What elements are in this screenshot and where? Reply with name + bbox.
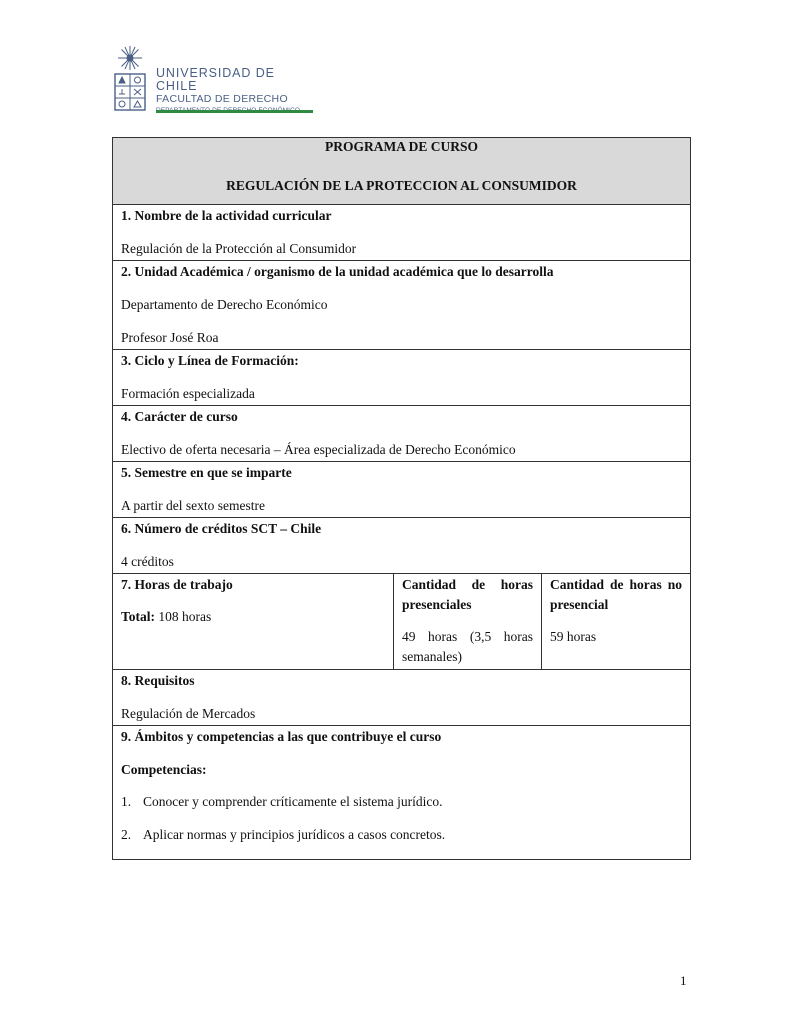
section-8 bbox=[113, 670, 691, 726]
section-1-title: 1. Nombre de la actividad curricular bbox=[121, 208, 332, 223]
section-3-value: Formación especializada bbox=[121, 386, 255, 401]
header-cell bbox=[113, 138, 691, 205]
section-2-value: Departamento de Derecho Económico bbox=[121, 297, 328, 312]
page-number: 1 bbox=[680, 973, 687, 988]
section-8-row bbox=[113, 670, 691, 726]
total-hours-value: 108 horas bbox=[158, 609, 212, 624]
competencias-list bbox=[121, 793, 682, 844]
list-item-text: Conocer y comprender críticamente el sistema jurídico. bbox=[143, 794, 443, 809]
section-8-title: 8. Requisitos bbox=[121, 673, 195, 688]
competencias-subtitle: Competencias: bbox=[121, 762, 207, 777]
section-1 bbox=[113, 205, 691, 261]
list-item bbox=[121, 826, 682, 844]
section-6-title: 6. Número de créditos SCT – Chile bbox=[121, 521, 322, 536]
list-item bbox=[121, 793, 682, 811]
no-presencial-hours-header: Cantidad de horas no presencial bbox=[550, 577, 683, 612]
section-5-row bbox=[113, 462, 691, 518]
section-9-title: 9. Ámbitos y competencias a las que contribuye el curso bbox=[121, 729, 442, 744]
section-3-title: 3. Ciclo y Línea de Formación: bbox=[121, 353, 299, 368]
total-hours-label: Total: bbox=[121, 609, 156, 624]
section-4-row bbox=[113, 406, 691, 462]
presencial-hours-header: Cantidad de horas presenciales bbox=[402, 577, 533, 612]
section-2 bbox=[113, 261, 691, 350]
list-item-text: Aplicar normas y principios jurídicos a casos concretos. bbox=[143, 827, 446, 842]
section-7-title: 7. Horas de trabajo bbox=[121, 577, 233, 592]
section-5-value: A partir del sexto semestre bbox=[121, 498, 265, 513]
program-title: PROGRAMA DE CURSO bbox=[325, 139, 479, 154]
university-logo bbox=[112, 44, 312, 114]
header-row bbox=[113, 138, 691, 205]
course-title: REGULACIÓN DE LA PROTECCION AL CONSUMIDOR bbox=[226, 178, 577, 193]
section-8-value: Regulación de Mercados bbox=[121, 706, 256, 721]
presencial-hours-value: 49 horas (3,5 horas semanales) bbox=[402, 629, 533, 664]
section-7-presencial bbox=[394, 574, 542, 670]
section-1-value: Regulación de la Protección al Consumidor bbox=[121, 241, 357, 256]
section-7-row bbox=[113, 574, 691, 670]
section-5-title: 5. Semestre en que se imparte bbox=[121, 465, 292, 480]
section-4 bbox=[113, 406, 691, 462]
section-3 bbox=[113, 350, 691, 406]
faculty-name: FACULTAD DE DERECHO bbox=[156, 93, 288, 105]
list-item-number: 1. bbox=[121, 794, 132, 809]
section-5 bbox=[113, 462, 691, 518]
section-6-value: 4 créditos bbox=[121, 554, 174, 569]
section-3-row bbox=[113, 350, 691, 406]
section-4-value: Electivo de oferta necesaria – Área especializada de Derecho Económico bbox=[121, 442, 516, 457]
section-9 bbox=[113, 726, 691, 860]
course-program-table bbox=[112, 137, 691, 860]
list-item-number: 2. bbox=[121, 827, 132, 842]
section-6 bbox=[113, 518, 691, 574]
section-9-row bbox=[113, 726, 691, 860]
section-2-title: 2. Unidad Académica / organismo de la unidad académica que lo desarrolla bbox=[121, 264, 554, 279]
section-2-row bbox=[113, 261, 691, 350]
section-6-row bbox=[113, 518, 691, 574]
no-presencial-hours-value: 59 horas bbox=[550, 629, 597, 644]
section-2-professor: Profesor José Roa bbox=[121, 330, 219, 345]
university-name: UNIVERSIDAD DE CHILE bbox=[156, 66, 275, 93]
section-1-row bbox=[113, 205, 691, 261]
section-7-total bbox=[113, 574, 394, 670]
university-emblem-icon bbox=[112, 44, 148, 114]
section-4-title: 4. Carácter de curso bbox=[121, 409, 238, 424]
section-7-no-presencial bbox=[542, 574, 691, 670]
logo-underline bbox=[156, 110, 313, 113]
